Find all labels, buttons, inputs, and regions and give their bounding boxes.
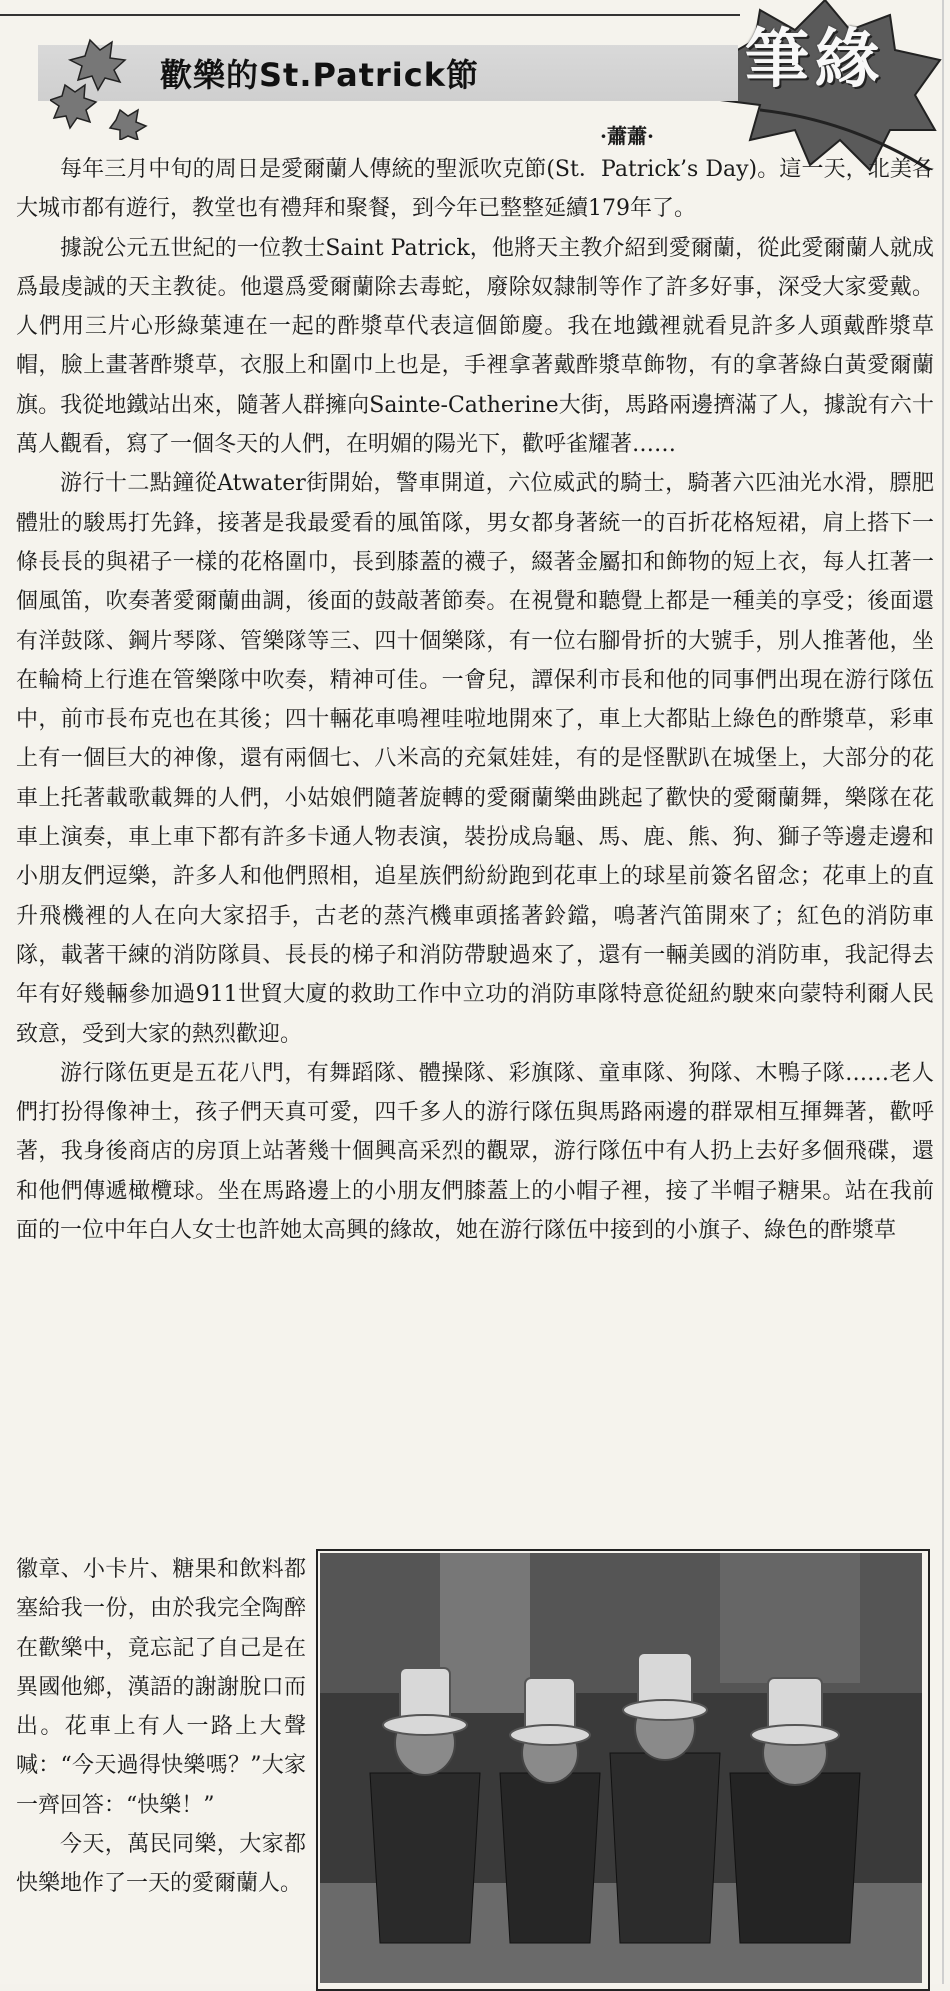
- article-body-wrap: [16, 1550, 306, 1904]
- paragraph: 每年三月中旬的周日是愛爾蘭人傳統的聖派吹克節(St．Patrick’s Day)。這一天，北美各大城市都有遊行，教堂也有禮拜和聚餐，到今年已整整延續179年了。: [16, 157, 934, 222]
- column-name: 筆緣: [745, 22, 885, 97]
- article-title: 歡樂的St.Patrick節: [160, 56, 479, 94]
- paragraph-continuation: 徽章、小卡片、糖果和飲料都塞給我一份，由於我完全陶醉在歡樂中，竟忘記了自己是在異國他鄉，漢語的謝謝脫口而出。花車上有人一路上大聲喊：“今天過得快樂嗎？”大家一齊回答：“快樂！”: [16, 1557, 306, 1818]
- paragraph: 游行十二點鐘從Atwater街開始，警車開道，六位威武的騎士，騎著六匹油光水滑，膘肥體壯的駿馬打先鋒，接著是我最愛看的風笛隊，男女都身著統一的百折花格短裙，肩上搭下一條長長的與裙子一樣的花格圍巾，長到膝蓋的襪子，綴著金屬扣和飾物的短上衣，每人扛著一個風笛，吹奏著愛爾蘭曲調，後面的鼓敲著節奏。在視覺和聽覺上都是一種美的享受；後面還有洋鼓隊、鋼片琴隊、管樂隊等三、四十個樂隊，有一位右腳骨折的大號手，別人推著他，坐在輪椅上行進在管樂隊中吹奏，精神可佳。一會兒，譚保利市長和他的同事們出現在游行隊伍中，前市長布克也在其後；四十輛花車鳴裡哇啦地開來了，車上大都貼上綠色的酢漿草，彩車上有一個巨大的神像，還有兩個七、八米高的充氣娃娃，有的是怪獸趴在城堡上，大部分的花車上托著載歌載舞的人們，小姑娘們隨著旋轉的愛爾蘭樂曲跳起了歡快的愛爾蘭舞，樂隊在花車上演奏，車上車下都有許多卡通人物表演，裝扮成烏龜、馬、鹿、熊、狗、獅子等邊走邊和小朋友們逗樂，許多人和他們照相，追星族們紛紛跑到花車上的球星前簽名留念；花車上的直升飛機裡的人在向大家招手，古老的蒸汽機車頭搖著鈴鐺，鳴著汽笛開來了；紅色的消防車隊，載著干練的消防隊員、長長的梯子和消防帶駛過來了，還有一輛美國的消防車，我記得去年有好幾輛參加過911世貿大廈的救助工作中立功的消防車隊特意從紐約駛來向蒙特利爾人民致意，受到大家的熱烈歡迎。: [16, 471, 934, 1047]
- paragraph: 游行隊伍更是五花八門，有舞蹈隊、體操隊、彩旗隊、童車隊、狗隊、木鴨子隊……老人們打扮得像神士，孩子們天真可愛，四千多人的游行隊伍與馬路兩邊的群眾相互揮舞著，歡呼著，我身後商店的房頂上站著幾十個興高采烈的觀眾，游行隊伍中有人扔上去好多個飛碟，還和他們傳遞橄欖球。坐在馬路邊上的小朋友們膝蓋上的小帽子裡，接了半帽子糖果。站在我前面的一位中年白人女士也許她太高興的緣故，她在游行隊伍中接到的小旗子、綠色的酢漿草: [16, 1060, 934, 1244]
- children-in-hats-photo: [320, 1553, 922, 1983]
- leaf-cluster-icon: [50, 30, 160, 140]
- top-rule: [0, 14, 740, 16]
- article-body: [16, 150, 934, 1250]
- page-edge: [942, 0, 944, 1984]
- closing-paragraph: 今天，萬民同樂，大家都快樂地作了一天的愛爾蘭人。: [16, 1832, 306, 1897]
- paragraph: 據說公元五世紀的一位教士Saint Patrick，他將天主教介紹到愛爾蘭，從此愛爾蘭人就成爲最虔誠的天主教徒。他還爲愛爾蘭除去毒蛇，廢除奴隸制等作了許多好事，深受大家愛戴。人們用三片心形綠葉連在一起的酢漿草代表這個節慶。我在地鐵裡就看見許多人頭戴酢漿草帽，臉上畫著酢漿草，衣服上和圍巾上也是，手裡拿著戴酢漿草飾物，有的拿著綠白黃愛爾蘭旗。我從地鐵站出來，隨著人群擁向Sainte-Catherine大街，馬路兩邊擠滿了人，據說有六十萬人觀看，寫了一個冬天的人們，在明媚的陽光下，歡呼雀耀著……: [16, 235, 934, 458]
- author-byline: ·蕭蕭·: [600, 124, 654, 148]
